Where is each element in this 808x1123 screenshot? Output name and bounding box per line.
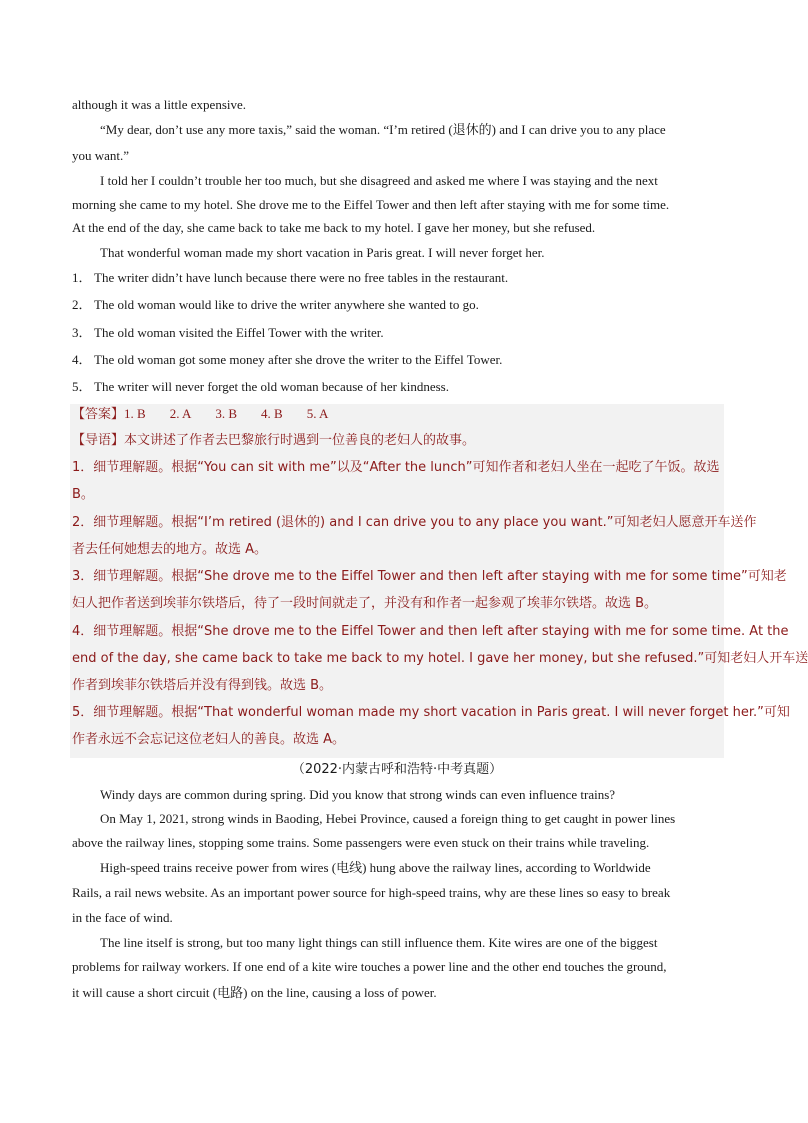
answer-line [72,406,724,423]
question-item [72,297,722,313]
explanation-line: 作者永远不会忘记这位老妇人的善良。故选 A。 [72,732,346,747]
passage2-line: On May 1, 2021, strong winds in Baoding, Hebei Province, caused a foreign thing to get caught in power lines [100,811,676,826]
passage2-line: Rails, a rail news website. As an important power source for high-speed trains, why are these lines so easy to break [72,885,671,900]
explanation-line: end of the day, she came back to take me back to my hotel. I gave her money, but she refused.”可知老妇人开车送 [72,651,808,666]
answer-item: 4. B [261,406,283,421]
source-heading: （2022·内蒙古呼和浩特·中考真题） [291,762,503,777]
explanation-line: 3．细节理解题。根据“She drove me to the Eiffel Tower and then left after staying with me for some time”可知老 [72,569,787,584]
question-item [72,270,722,286]
question-number: 3． [72,325,92,340]
guide-line [72,433,724,449]
passage1-line: I told her I couldn’t trouble her too much, but she disagreed and asked me where I was staying and the next [100,173,658,188]
answer-item: 1. B [124,406,146,421]
question-item [72,352,722,368]
answer-item: 2. A [169,406,192,421]
question-number: 1． [72,270,92,285]
guide-label: 【导语】 [72,433,125,448]
explanation-line: 妇人把作者送到埃菲尔铁塔后，待了一段时间就走了，并没有和作者一起参观了埃菲尔铁塔。故选 B。 [72,596,658,611]
question-text: The writer didn’t have lunch because there were no free tables in the restaurant. [94,270,509,285]
passage2-line: High-speed trains receive power from wires (电线) hung above the railway lines, according to Worldwide [100,860,651,875]
answer-item: 5. A [306,406,329,421]
passage1-line: “My dear, don’t use any more taxis,” said the woman. “I’m retired (退休的) and I can drive you to any place [100,122,666,137]
question-text: The old woman would like to drive the writer anywhere she wanted to go. [94,297,479,312]
explanation-line: B。 [72,487,94,502]
passage1-line: morning she came to my hotel. She drove me to the Eiffel Tower and then left after staying with me for some time. [72,197,670,212]
question-item [72,325,722,341]
question-number: 2． [72,297,92,312]
explanation-line: 5．细节理解题。根据“That wonderful woman made my short vacation in Paris great. I will never forget her.”可知 [72,705,790,720]
passage2-line: in the face of wind. [72,910,173,925]
passage2-line: it will cause a short circuit (电路) on the line, causing a loss of power. [72,985,437,1000]
passage2-line: above the railway lines, stopping some trains. Some passengers were even stuck on their trains while traveling. [72,835,650,850]
explanation-line: 作者到埃菲尔铁塔后并没有得到钱。故选 B。 [72,678,333,693]
question-text: The old woman got some money after she drove the writer to the Eiffel Tower. [94,352,503,367]
passage1-line: At the end of the day, she came back to take me back to my hotel. I gave her money, but she refused. [72,220,596,235]
passage1-line: That wonderful woman made my short vacation in Paris great. I will never forget her. [100,245,545,260]
passage2-line: The line itself is strong, but too many light things can still influence them. Kite wires are one of the biggest [100,935,658,950]
question-item [72,379,722,395]
guide-text: 本文讲述了作者去巴黎旅行时遇到一位善良的老妇人的故事。 [124,433,476,448]
answer-item: 3. B [215,406,238,421]
answer-label: 【答案】 [72,407,125,422]
passage1-line: you want.” [72,148,130,163]
passage1-line: although it was a little expensive. [72,97,247,112]
passage2-line: Windy days are common during spring. Did you know that strong winds can even influence trains? [100,787,616,802]
question-text: The writer will never forget the old woman because of her kindness. [94,379,449,394]
question-number: 5． [72,379,92,394]
explanation-line: 4．细节理解题。根据“She drove me to the Eiffel Tower and then left after staying with me for some time. At the [72,624,789,639]
passage2-line: problems for railway workers. If one end of a kite wire touches a power line and the other end touches the ground, [72,959,667,974]
question-number: 4． [72,352,92,367]
explanation-line: 1．细节理解题。根据“You can sit with me”以及“After the lunch”可知作者和老妇人坐在一起吃了午饭。故选 [72,460,720,475]
explanation-line: 2．细节理解题。根据“I’m retired (退休的) and I can drive you to any place you want.”可知老妇人愿意开车送作 [72,515,757,530]
question-text: The old woman visited the Eiffel Tower with the writer. [94,325,384,340]
explanation-line: 者去任何她想去的地方。故选 A。 [72,542,268,557]
